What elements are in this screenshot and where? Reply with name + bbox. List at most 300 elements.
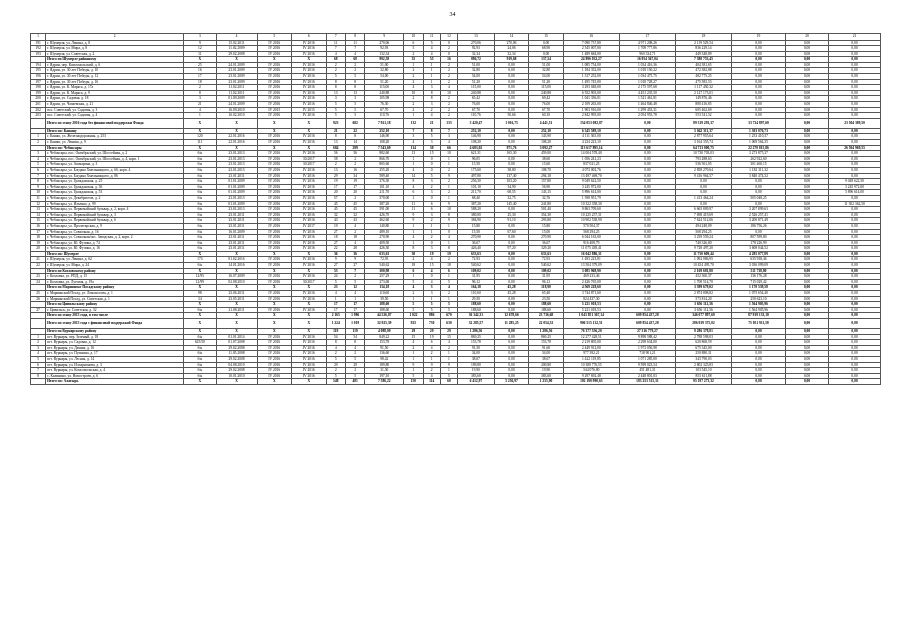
- table-cell: 9 286 378,81: [675, 329, 731, 335]
- table-cell: 211,70: [365, 190, 404, 196]
- table-cell: 0,00: [829, 151, 881, 157]
- table-cell: 0,00: [494, 62, 529, 68]
- table-cell: 54,00: [458, 74, 495, 80]
- table-cell: 1 986: [345, 313, 364, 319]
- table-cell: 4: [423, 279, 440, 285]
- table-cell: 136 176,28: [732, 274, 786, 280]
- table-cell: 2: [440, 107, 457, 113]
- table-cell: 109,02: [458, 268, 495, 274]
- table-cell: 11: [31, 195, 46, 201]
- table-cell: 15,80: [458, 223, 495, 229]
- table-cell: 32,80: [458, 68, 495, 74]
- table-cell: 793 288,63: [675, 156, 731, 162]
- table-cell: 0,00: [829, 167, 881, 173]
- table-cell: 13 504 379,09: [563, 263, 619, 269]
- table-cell: IV 2016: [257, 96, 292, 102]
- table-cell: 2 788 598,03: [675, 334, 731, 340]
- table-cell: 4: [345, 240, 364, 246]
- table-cell: 16.07.2009: [216, 274, 257, 280]
- table-cell: 0,00: [494, 302, 529, 308]
- table-cell: 6: [404, 190, 423, 196]
- table-cell: 2 448 801,03: [619, 373, 675, 379]
- table-cell: 3: [423, 85, 440, 91]
- table-cell: X: [292, 268, 327, 274]
- table-cell: 0,00: [732, 74, 786, 80]
- table-cell: 11.02.2011: [216, 85, 257, 91]
- table-cell: б/н: [184, 334, 216, 340]
- table-cell: 5: [326, 102, 345, 108]
- table-cell: 0,00: [619, 128, 675, 134]
- table-cell: IV 2016: [257, 156, 292, 162]
- table-cell: 0,00: [785, 285, 828, 291]
- table-cell: 0,00: [829, 128, 881, 134]
- table-cell: 115,00: [529, 85, 564, 91]
- table-cell: б/н: [184, 207, 216, 213]
- table-cell: 14: [31, 212, 46, 218]
- table-cell: 153,78: [365, 340, 404, 346]
- table-cell: 29.02.2008: [216, 368, 257, 374]
- table-cell: 0,00: [675, 201, 731, 207]
- table-cell: 15: [31, 218, 46, 224]
- table-cell: 0,00: [829, 362, 881, 368]
- table-cell: 103,20: [494, 179, 529, 185]
- table-cell: 0,00: [494, 373, 529, 379]
- column-number-cell: 1: [31, 34, 46, 41]
- table-cell: X: [184, 251, 216, 257]
- table-cell: 573 814,20: [675, 296, 731, 302]
- table-cell: 17: [326, 307, 345, 313]
- table-cell: X: [257, 319, 292, 329]
- table-cell: 241,80: [529, 201, 564, 207]
- table-cell: 2: [423, 351, 440, 357]
- table-cell: 0,00: [829, 212, 881, 218]
- table-cell: IV 2016: [292, 201, 327, 207]
- table-cell: 0,00: [785, 223, 828, 229]
- table-cell: 0,00: [785, 113, 828, 119]
- table-cell: 0,00: [732, 62, 786, 68]
- table-cell: 188,60: [529, 302, 564, 308]
- table-cell: 115,00: [365, 85, 404, 91]
- address-cell: пос. Советский, ул. Садовая, д. 3: [46, 107, 184, 113]
- table-cell: X: [292, 302, 327, 308]
- table-cell: 380,00: [458, 212, 495, 218]
- table-cell: 3: [345, 96, 364, 102]
- table-cell: 3 840 474,32: [732, 173, 786, 179]
- table-cell: 4 285 077,89: [732, 251, 786, 257]
- table-cell: 9: [184, 40, 216, 46]
- table-cell: 36: [326, 251, 345, 257]
- table-cell: 0,00: [785, 167, 828, 173]
- table-cell: 0,00: [494, 240, 529, 246]
- table-cell: 3: [423, 102, 440, 108]
- table-cell: 11.02.2011: [216, 90, 257, 96]
- address-cell: пгт. Вурнары, ул. Садовая, д. 12: [46, 340, 184, 346]
- address-cell: г. Ядрин, ул. К. Маркса, д. 17а: [46, 85, 184, 91]
- table-cell: 110,76: [365, 113, 404, 119]
- table-cell: [31, 319, 46, 329]
- table-cell: 146,90: [365, 134, 404, 140]
- table-cell: 0,00: [829, 173, 881, 179]
- table-cell: 2: [440, 257, 457, 263]
- table-cell: 2: [440, 46, 457, 52]
- table-cell: 1 069 564,35: [732, 140, 786, 146]
- table-cell: 164,18: [458, 285, 495, 291]
- table-cell: IV 2016: [257, 240, 292, 246]
- table-cell: 153,78: [458, 340, 495, 346]
- table-cell: 343 790,03: [675, 356, 731, 362]
- table-cell: 0,00: [494, 274, 529, 280]
- table-cell: 38,60: [529, 156, 564, 162]
- table-cell: 2 858 270,64: [675, 167, 731, 173]
- table-cell: 836 229,14: [675, 46, 731, 52]
- table-cell: 0,00: [829, 68, 881, 74]
- table-cell: 0,00: [494, 96, 529, 102]
- table-cell: 17: [326, 184, 345, 190]
- table-cell: 250 880,31: [675, 351, 731, 357]
- table-cell: 13: [404, 151, 423, 157]
- table-cell: 6: [423, 207, 440, 213]
- table-cell: 202: [31, 107, 46, 113]
- table-cell: IV 2016: [257, 223, 292, 229]
- table-cell: IV 2016: [257, 212, 292, 218]
- table-cell: 0,00: [829, 263, 881, 269]
- table-cell: 2: [423, 235, 440, 241]
- table-cell: 34,00: [458, 351, 495, 357]
- table-cell: IV 2016: [257, 51, 292, 57]
- table-cell: 0,00: [619, 285, 675, 291]
- table-cell: 21: [31, 257, 46, 263]
- table-cell: 0,00: [732, 113, 786, 119]
- table-cell: 1: [440, 274, 457, 280]
- table-cell: 497,80: [458, 173, 495, 179]
- table-cell: 2: [345, 68, 364, 74]
- table-cell: 5: [423, 302, 440, 308]
- table-cell: 0,00: [785, 107, 828, 113]
- table-cell: 1 085 754,00: [563, 62, 619, 68]
- column-number-cell: 9: [365, 34, 404, 41]
- table-cell: 25: [184, 62, 216, 68]
- table-cell: 18: [440, 263, 457, 269]
- table-cell: 4: [440, 340, 457, 346]
- table-cell: 1: [404, 351, 423, 357]
- table-cell: X: [184, 145, 216, 151]
- table-cell: 4 073 002,76: [563, 167, 619, 173]
- table-cell: 0,00: [829, 85, 881, 91]
- table-cell: 23.01.2013: [216, 207, 257, 213]
- address-cell: Итого по Козловскому району: [46, 268, 184, 274]
- address-cell: г. Ядрин, ул. Чапаевская, д. 21: [46, 102, 184, 108]
- table-cell: 02.08.2010: [216, 279, 257, 285]
- table-cell: 5: [326, 113, 345, 119]
- address-cell: г. Ядрин, ул. Садовая, д. 18: [46, 96, 184, 102]
- table-cell: IV 2016: [257, 134, 292, 140]
- table-cell: 1: [440, 351, 457, 357]
- table-cell: 119: [326, 329, 345, 335]
- table-cell: IV 2016: [257, 345, 292, 351]
- table-cell: 6: [423, 340, 440, 346]
- table-cell: 0,00: [829, 90, 881, 96]
- table-cell: IV 2016: [292, 96, 327, 102]
- table-cell: IV 2016: [257, 207, 292, 213]
- table-cell: 2: [404, 74, 423, 80]
- table-cell: 4 111 365,00: [563, 134, 619, 140]
- table-cell: 3: [184, 96, 216, 102]
- table-cell: 0,00: [494, 85, 529, 91]
- table-cell: X: [257, 128, 292, 134]
- table-cell: 01.02.2016: [216, 257, 257, 263]
- table-cell: 5: [326, 279, 345, 285]
- table-cell: 5: [345, 74, 364, 80]
- table-cell: 0,00: [619, 212, 675, 218]
- table-cell: X: [292, 145, 327, 151]
- table-cell: 113 617 895,14: [563, 145, 619, 151]
- table-cell: 0,00: [829, 40, 881, 46]
- table-cell: 633,63: [529, 251, 564, 257]
- table-cell: 0,00: [785, 307, 828, 313]
- table-cell: 92,93: [458, 46, 495, 52]
- table-cell: 10: [440, 90, 457, 96]
- table-cell: IV 2016: [292, 74, 327, 80]
- table-cell: 505 048,25: [732, 195, 786, 201]
- table-cell: 22: [345, 128, 364, 134]
- table-cell: 68,55: [494, 190, 529, 196]
- table-cell: 625/50: [184, 340, 216, 346]
- table-cell: 475 583,53: [675, 79, 731, 85]
- table-cell: 992,58: [365, 57, 404, 63]
- table-cell: 620 868,59: [675, 340, 731, 346]
- address-cell: г. Чебоксары, ул. Гражданская, д. 25: [46, 179, 184, 185]
- table-cell: 273,68: [365, 279, 404, 285]
- table-cell: 6 412,97: [458, 379, 495, 385]
- table-cell: 0,00: [494, 351, 529, 357]
- table-cell: 240,88: [365, 90, 404, 96]
- table-cell: 0,00: [732, 57, 786, 63]
- table-cell: 1: [404, 368, 423, 374]
- table-cell: 1: [440, 240, 457, 246]
- table-cell: 270,06: [458, 40, 495, 46]
- table-cell: 0,00: [494, 296, 529, 302]
- table-cell: 3 245 972,00: [563, 184, 619, 190]
- table-cell: 0,00: [675, 190, 731, 196]
- table-cell: 4: [423, 257, 440, 263]
- table-cell: IV 2016: [257, 173, 292, 179]
- table-cell: 0,00: [494, 128, 529, 134]
- table-cell: 16: [345, 167, 364, 173]
- table-cell: 5 420,47: [458, 118, 495, 128]
- table-cell: IV 2016: [257, 368, 292, 374]
- table-cell: 270,90: [365, 235, 404, 241]
- table-cell: 34: [184, 296, 216, 302]
- table-cell: 0,00: [785, 57, 828, 63]
- table-cell: X: [216, 285, 257, 291]
- table-cell: 977 392,21: [563, 351, 619, 357]
- table-cell: 472 382,88: [675, 68, 731, 74]
- table-cell: IV 2016: [292, 113, 327, 119]
- table-cell: 286 039 375,02: [675, 319, 731, 329]
- table-cell: IV 2016: [292, 134, 327, 140]
- table-cell: 0,00: [785, 173, 828, 179]
- table-cell: IV 2016: [257, 263, 292, 269]
- table-cell: 459,00: [529, 151, 564, 157]
- table-cell: 19,90: [458, 368, 495, 374]
- table-cell: 1 075 654,40: [732, 291, 786, 297]
- table-cell: 0,00: [494, 102, 529, 108]
- table-cell: 404 381,65: [675, 62, 731, 68]
- table-cell: X: [292, 379, 327, 385]
- table-cell: 2: [440, 68, 457, 74]
- table-cell: 0,00: [619, 223, 675, 229]
- table-cell: X: [216, 118, 257, 128]
- table-cell: 98,42: [365, 356, 404, 362]
- table-cell: 23.01.2013: [216, 162, 257, 168]
- table-cell: 383,60: [458, 373, 495, 379]
- table-cell: 670: [440, 313, 457, 319]
- table-cell: 469 233,46: [563, 274, 619, 280]
- table-cell: 197: [31, 79, 46, 85]
- table-cell: 2 175 597,68: [619, 85, 675, 91]
- table-cell: 54,00: [365, 74, 404, 80]
- table-cell: 270,90: [458, 235, 495, 241]
- table-cell: IV 2016: [257, 334, 292, 340]
- table-cell: 23.01.2011: [216, 223, 257, 229]
- table-cell: 4: [423, 51, 440, 57]
- table-cell: 91,60: [529, 345, 564, 351]
- table-cell: 15: [423, 263, 440, 269]
- table-cell: 2 877 955,64: [675, 134, 731, 140]
- table-cell: IV 2016: [292, 167, 327, 173]
- table-cell: 0,00: [829, 356, 881, 362]
- table-cell: 2 119 529,54: [675, 40, 731, 46]
- table-cell: 0,00: [829, 368, 881, 374]
- table-cell: 1 286,56: [529, 329, 564, 335]
- table-cell: 0,00: [732, 362, 786, 368]
- table-cell: 462,60: [365, 218, 404, 224]
- address-cell: г. Шумерля, ул. Советская, д. 2: [46, 51, 184, 57]
- table-cell: 1: [440, 223, 457, 229]
- table-cell: IV 2016: [257, 218, 292, 224]
- table-cell: 0,00: [785, 274, 828, 280]
- table-cell: IV 2016: [257, 40, 292, 46]
- table-cell: 2: [440, 345, 457, 351]
- table-cell: 0,00: [829, 379, 881, 385]
- table-cell: 0,00: [785, 229, 828, 235]
- table-cell: 2: [423, 368, 440, 374]
- table-cell: X: [257, 251, 292, 257]
- table-cell: 20: [31, 246, 46, 252]
- table-cell: 0,00: [619, 257, 675, 263]
- table-cell: 1 286,56: [458, 329, 495, 335]
- table-cell: 1: [440, 162, 457, 168]
- table-cell: 3: [440, 134, 457, 140]
- table-cell: IV 2016: [257, 274, 292, 280]
- table-cell: 2: [423, 218, 440, 224]
- table-cell: 568 294,25: [563, 229, 619, 235]
- table-cell: 11 750 609,44: [675, 251, 731, 257]
- table-cell: IV 2016: [292, 218, 327, 224]
- table-cell: 18: [345, 235, 364, 241]
- table-cell: 0,00: [785, 85, 828, 91]
- table-cell: 3: [423, 246, 440, 252]
- table-cell: б/н: [184, 190, 216, 196]
- column-number-cell: 7: [326, 34, 345, 41]
- table-cell: 13: [326, 140, 345, 146]
- table-cell: 1 056 241,23: [563, 156, 619, 162]
- table-cell: 2 545 007,00: [563, 46, 619, 52]
- table-cell: 0,00: [829, 57, 881, 63]
- housing-program-table: [30, 33, 881, 385]
- table-cell: 101,10: [365, 184, 404, 190]
- table-cell: 53: [326, 268, 345, 274]
- table-cell: 24: [326, 274, 345, 280]
- table-cell: 553 541,52: [675, 113, 731, 119]
- table-cell: IV 2016: [257, 235, 292, 241]
- subtotal-row: [31, 379, 881, 385]
- table-cell: IV 2015: [257, 107, 292, 113]
- table-cell: 36,67: [529, 240, 564, 246]
- table-cell: 32,76: [529, 195, 564, 201]
- table-cell: 108,20: [529, 140, 564, 146]
- table-cell: 0,00: [494, 268, 529, 274]
- table-cell: 2: [184, 85, 216, 91]
- table-cell: 192: [31, 46, 46, 52]
- table-cell: 140,80: [365, 223, 404, 229]
- table-cell: 51,00: [529, 62, 564, 68]
- address-cell: г. Чебоксары, ул. Богдана Хмельницкого, д. 86: [46, 173, 184, 179]
- table-cell: 8: [345, 85, 364, 91]
- table-cell: 0,00: [529, 40, 564, 46]
- table-cell: 183 253 515,31: [619, 379, 675, 385]
- table-cell: IV 2015: [292, 107, 327, 113]
- table-cell: 240,88: [529, 90, 564, 96]
- table-cell: 0,00: [785, 235, 828, 241]
- table-cell: 9: [440, 173, 457, 179]
- table-cell: 866,70: [365, 156, 404, 162]
- table-cell: 10 730 703,03: [675, 151, 731, 157]
- table-cell: X: [216, 329, 257, 335]
- table-cell: X: [257, 57, 292, 63]
- table-cell: 192 190 990,63: [563, 379, 619, 385]
- table-cell: 23.01.2009: [216, 79, 257, 85]
- table-cell: 1 299 453,31: [619, 107, 675, 113]
- address-cell: г. Мариинский Посад, ул. Советская, д. 1: [46, 296, 184, 302]
- table-cell: 0,00: [494, 263, 529, 269]
- table-cell: X: [292, 319, 327, 329]
- table-cell: 5: [345, 356, 364, 362]
- table-cell: 04.08.2010: [216, 362, 257, 368]
- table-cell: 0,00: [619, 296, 675, 302]
- table-cell: 5: [440, 307, 457, 313]
- table-cell: X: [216, 313, 257, 319]
- table-cell: 4: [326, 345, 345, 351]
- table-cell: 21: [423, 118, 440, 128]
- table-cell: 5: [404, 307, 423, 313]
- table-cell: 0,00: [732, 345, 786, 351]
- table-cell: 0,00: [732, 340, 786, 346]
- table-cell: 110,76: [458, 113, 495, 119]
- table-cell: 0,00: [829, 279, 881, 285]
- table-cell: 7: [440, 128, 457, 134]
- table-cell: 188,60: [529, 307, 564, 313]
- table-cell: 32,80: [529, 68, 564, 74]
- address-cell: г. Чебоксары, ул. Пролетарская, д. 9: [46, 223, 184, 229]
- table-cell: 7: [345, 268, 364, 274]
- table-cell: 30.2017: [292, 162, 327, 168]
- address-cell: г. Чебоксары, ул. Гражданская, д. 36: [46, 184, 184, 190]
- table-cell: 98: [184, 291, 216, 297]
- table-cell: 36,67: [458, 240, 495, 246]
- table-cell: 0,00: [785, 329, 828, 335]
- address-cell: пгт. Вурнары, ул. Дачная, д. 16: [46, 345, 184, 351]
